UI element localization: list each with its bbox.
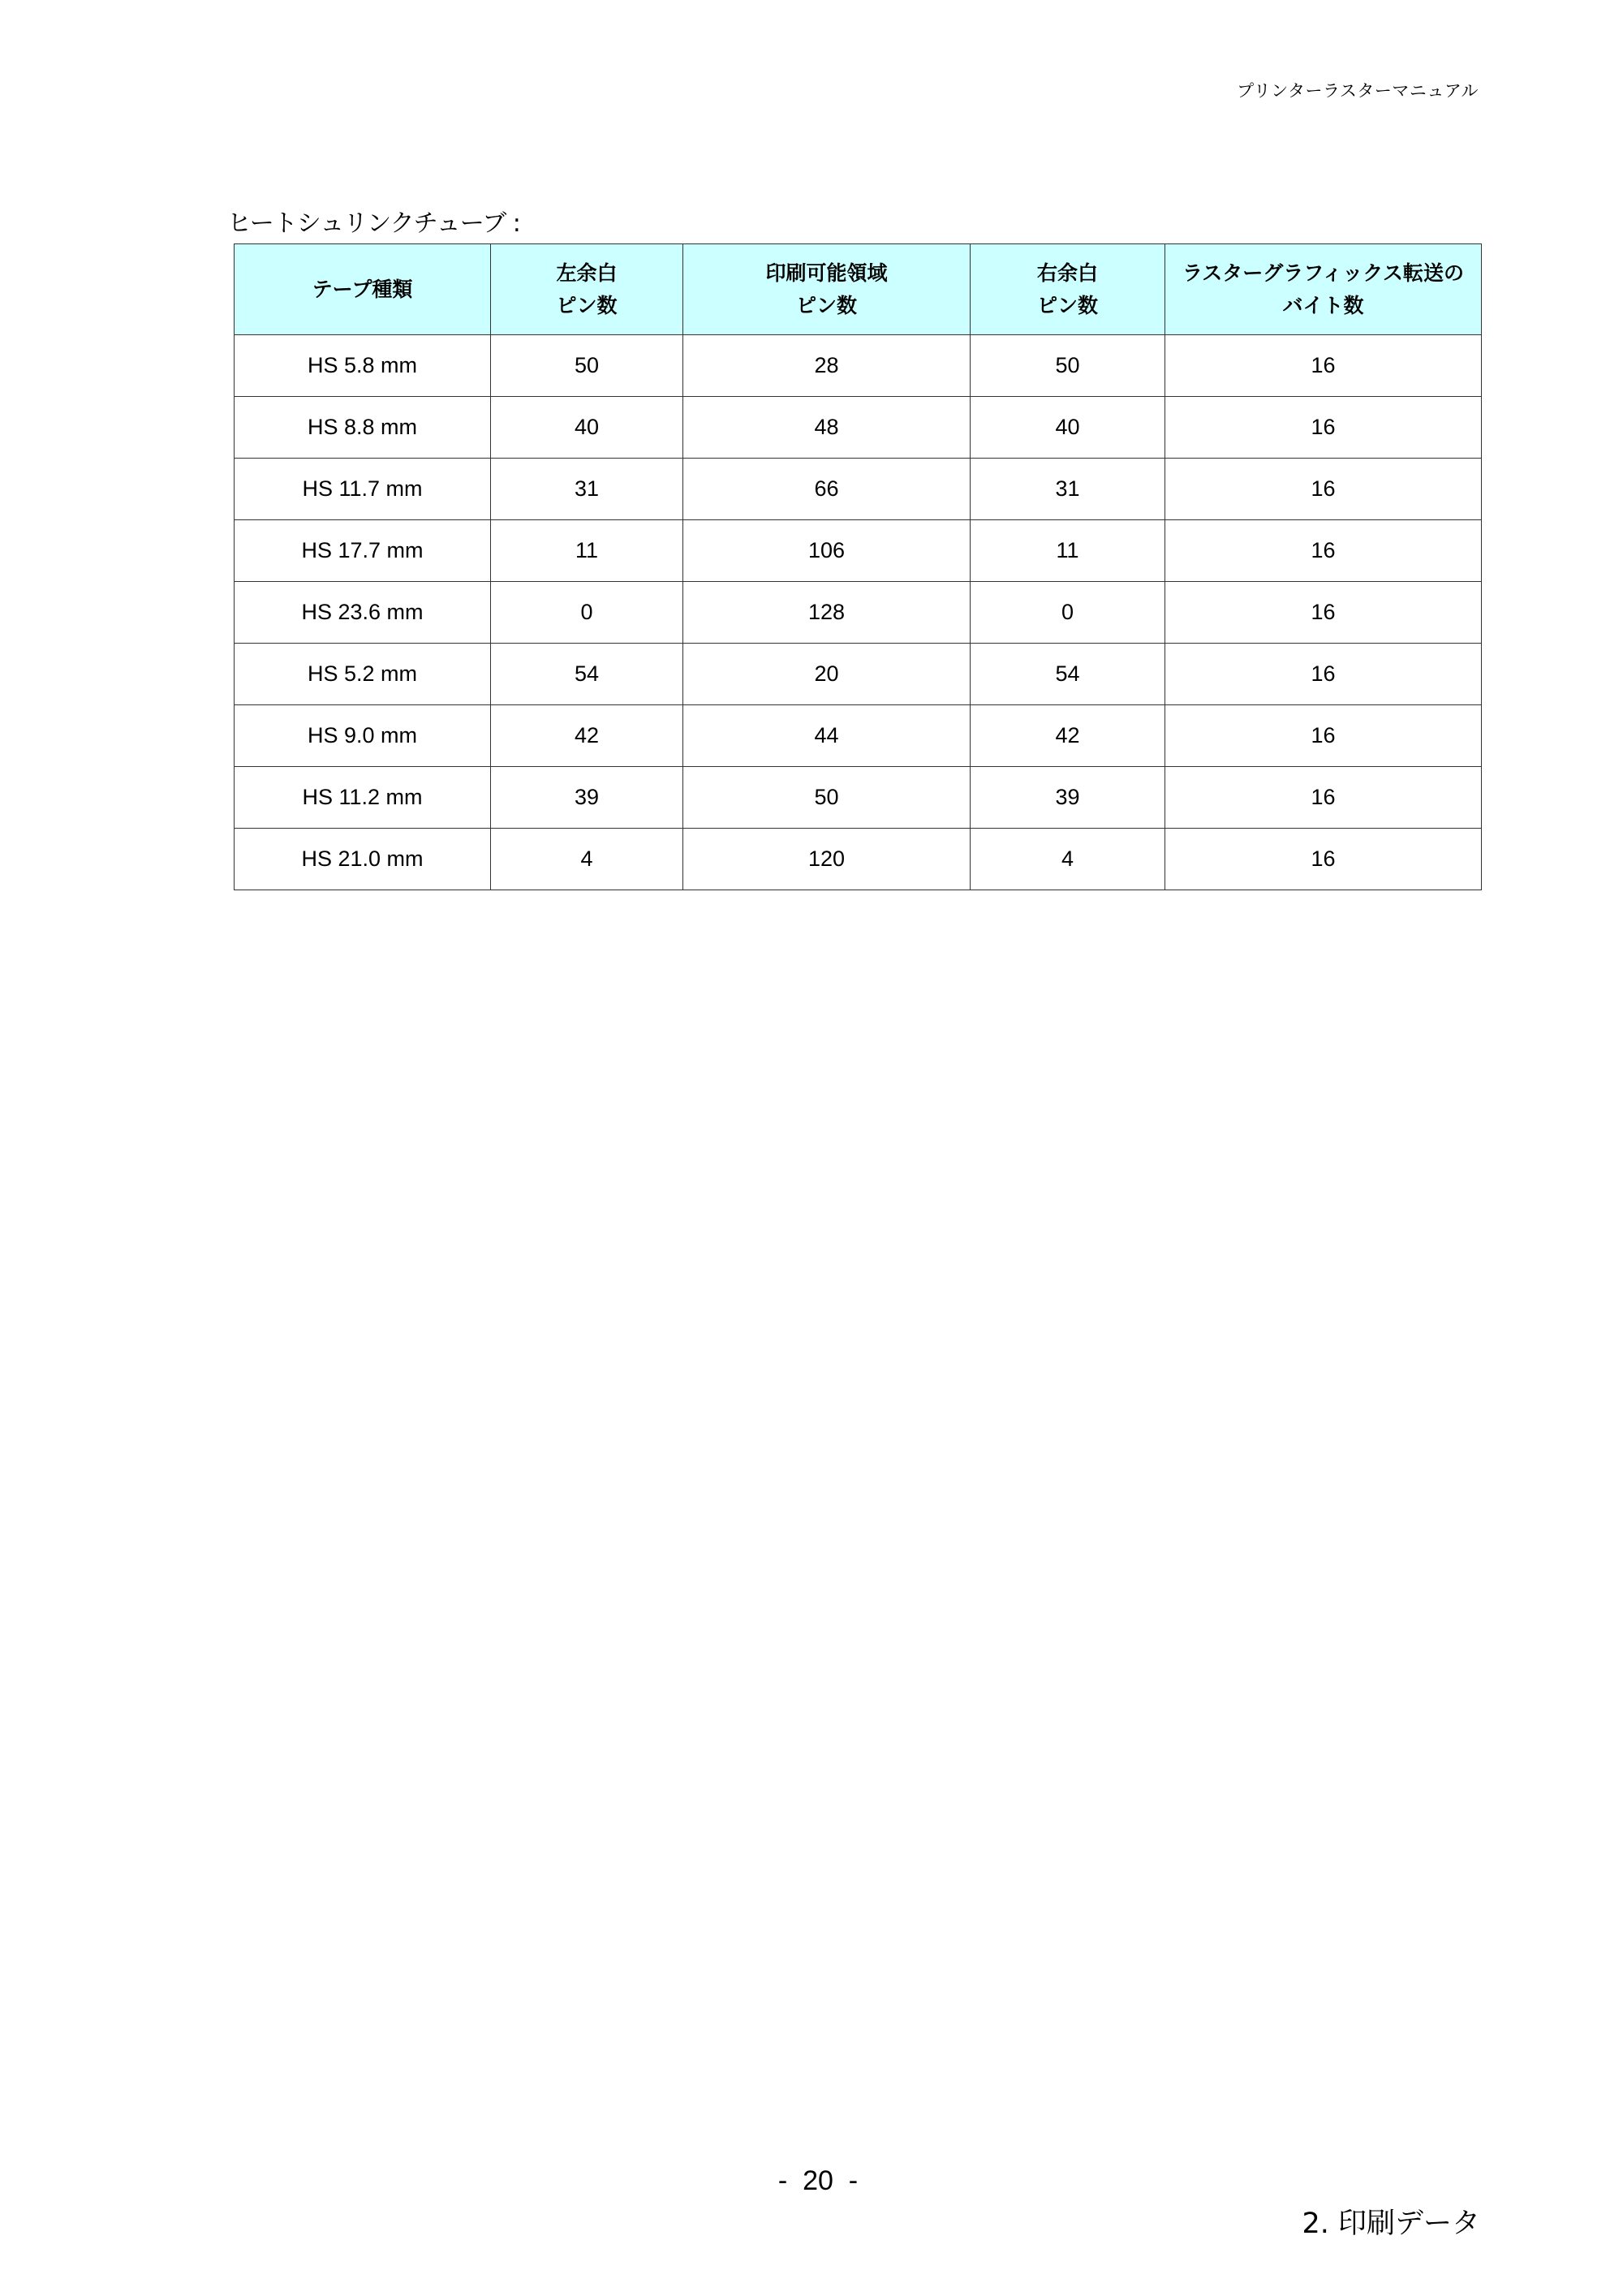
table-row (235, 829, 1482, 890)
cell-printable-area: 50 (683, 767, 971, 829)
cell-printable-area: 28 (683, 335, 971, 397)
cell-left-margin: 31 (491, 459, 683, 520)
column-header-left-margin (491, 244, 683, 335)
table-row (235, 335, 1482, 397)
cell-tape-type: HS 9.0 mm (235, 705, 491, 767)
column-header-line: 右余白 (1036, 261, 1098, 285)
column-header-line: テープ種類 (312, 277, 413, 301)
cell-tape-type: HS 17.7 mm (235, 520, 491, 582)
cell-right-margin: 4 (971, 829, 1165, 890)
table-row (235, 705, 1482, 767)
section-title: ヒートシュリンクチューブ : (227, 209, 520, 238)
column-header-line: ラスターグラフィックス転送の (1182, 261, 1464, 285)
page-number: - 20 - (777, 2165, 859, 2196)
cell-printable-area: 106 (683, 520, 971, 582)
cell-printable-area: 20 (683, 644, 971, 705)
table-row (235, 520, 1482, 582)
column-header-line: ピン数 (1036, 293, 1098, 317)
cell-right-margin: 0 (971, 582, 1165, 644)
cell-printable-area: 120 (683, 829, 971, 890)
cell-raster-bytes: 16 (1165, 397, 1482, 459)
running-header: プリンターラスターマニュアル (1237, 81, 1479, 101)
column-header-line: 左余白 (556, 261, 618, 285)
table-row (235, 644, 1482, 705)
cell-left-margin: 42 (491, 705, 683, 767)
column-header-raster-bytes (1165, 244, 1482, 335)
cell-left-margin: 50 (491, 335, 683, 397)
table-row (235, 459, 1482, 520)
cell-printable-area: 66 (683, 459, 971, 520)
column-header-right-margin (971, 244, 1165, 335)
table-row (235, 582, 1482, 644)
column-header-printable-area (683, 244, 971, 335)
cell-raster-bytes: 16 (1165, 582, 1482, 644)
cell-right-margin: 54 (971, 644, 1165, 705)
cell-tape-type: HS 8.8 mm (235, 397, 491, 459)
cell-raster-bytes: 16 (1165, 767, 1482, 829)
cell-raster-bytes: 16 (1165, 459, 1482, 520)
column-header-tape-type (235, 244, 491, 335)
tape-spec-table (234, 243, 1482, 890)
table-row (235, 397, 1482, 459)
cell-left-margin: 40 (491, 397, 683, 459)
column-header-line: ピン数 (556, 293, 618, 317)
cell-left-margin: 11 (491, 520, 683, 582)
cell-right-margin: 50 (971, 335, 1165, 397)
column-header-line: 印刷可能領域 (765, 261, 888, 285)
cell-tape-type: HS 23.6 mm (235, 582, 491, 644)
cell-printable-area: 48 (683, 397, 971, 459)
cell-left-margin: 0 (491, 582, 683, 644)
cell-right-margin: 11 (971, 520, 1165, 582)
cell-raster-bytes: 16 (1165, 644, 1482, 705)
cell-right-margin: 42 (971, 705, 1165, 767)
column-header-line: バイト数 (1282, 293, 1364, 317)
cell-tape-type: HS 5.8 mm (235, 335, 491, 397)
cell-right-margin: 39 (971, 767, 1165, 829)
chapter-footer: 2. 印刷データ (1302, 2208, 1480, 2240)
column-header-line: ピン数 (795, 293, 857, 317)
cell-tape-type: HS 11.2 mm (235, 767, 491, 829)
table-header-row (235, 244, 1482, 335)
table-row (235, 767, 1482, 829)
cell-left-margin: 4 (491, 829, 683, 890)
cell-raster-bytes: 16 (1165, 829, 1482, 890)
cell-right-margin: 40 (971, 397, 1165, 459)
cell-raster-bytes: 16 (1165, 520, 1482, 582)
cell-printable-area: 44 (683, 705, 971, 767)
cell-tape-type: HS 21.0 mm (235, 829, 491, 890)
cell-tape-type: HS 11.7 mm (235, 459, 491, 520)
cell-left-margin: 54 (491, 644, 683, 705)
cell-raster-bytes: 16 (1165, 705, 1482, 767)
cell-right-margin: 31 (971, 459, 1165, 520)
cell-raster-bytes: 16 (1165, 335, 1482, 397)
cell-tape-type: HS 5.2 mm (235, 644, 491, 705)
cell-left-margin: 39 (491, 767, 683, 829)
cell-printable-area: 128 (683, 582, 971, 644)
